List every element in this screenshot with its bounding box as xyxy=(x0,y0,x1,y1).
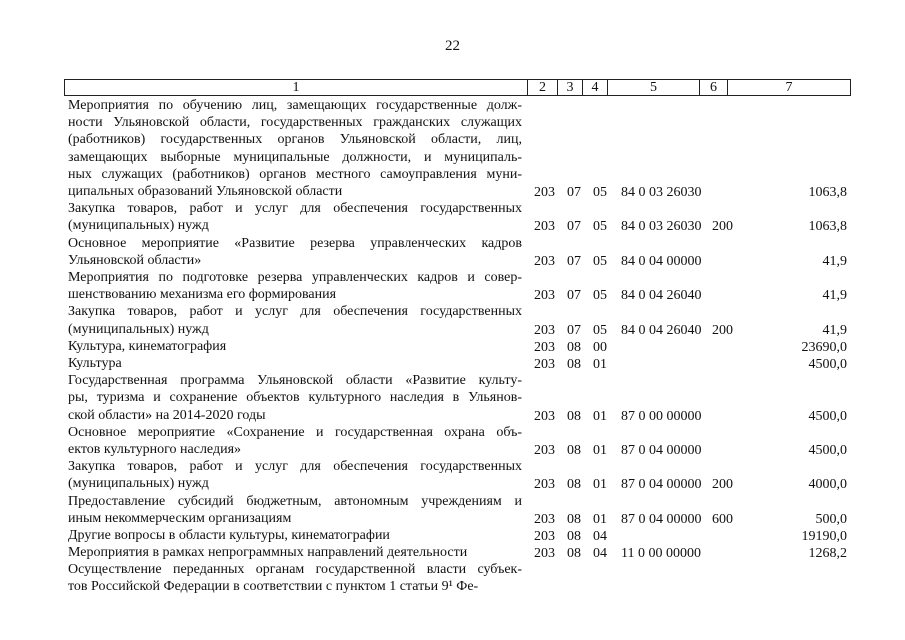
description-line: Ульяновской области» xyxy=(68,252,202,268)
cell-c2: 203 xyxy=(534,511,555,527)
table-row xyxy=(0,458,905,492)
description-line: Предоставление субсидий бюджетным, автономным учреждениям и xyxy=(68,493,522,509)
cell-c2: 203 xyxy=(534,185,555,200)
cell-c4: 04 xyxy=(593,546,607,562)
description-line: шенствованию механизма его формирования xyxy=(68,287,337,303)
row-description xyxy=(68,338,522,355)
description-line: ных служащих (работников) органов местного самоуправления муни- xyxy=(68,166,522,182)
cell-c7: 4500,0 xyxy=(808,442,847,458)
table-body xyxy=(0,97,905,596)
description-line: ры, туризма и сохранение объектов культурного наследия в Ульянов- xyxy=(68,390,522,406)
cell-c4: 05 xyxy=(593,185,607,200)
cell-c3: 07 xyxy=(567,322,581,338)
cell-c7: 4000,0 xyxy=(808,477,847,493)
header-col-2: 2 xyxy=(528,80,558,95)
table-row xyxy=(0,235,905,269)
cell-c3: 08 xyxy=(567,477,581,493)
table-row xyxy=(0,372,905,424)
cell-c6: 200 xyxy=(712,219,733,235)
description-line: (муниципальных) нужд xyxy=(68,476,209,492)
description-line: Мероприятия в рамках непрограммных направлений деятельности xyxy=(68,545,468,561)
cell-c7: 1268,2 xyxy=(808,546,847,562)
cell-c4: 01 xyxy=(593,356,607,372)
cell-c2: 203 xyxy=(534,356,555,372)
description-line: ектов культурного наследия» xyxy=(68,441,242,457)
cell-c5: 84 0 04 26040 xyxy=(621,322,702,338)
cell-c2: 203 xyxy=(534,253,555,269)
cell-c3: 08 xyxy=(567,442,581,458)
table-row xyxy=(0,303,905,337)
cell-c2: 203 xyxy=(534,442,555,458)
table-row xyxy=(0,561,905,595)
table-row xyxy=(0,544,905,561)
cell-c3: 08 xyxy=(567,356,581,372)
header-col-5: 5 xyxy=(608,80,700,95)
row-description xyxy=(68,544,522,561)
cell-c2: 203 xyxy=(534,546,555,562)
cell-c2: 203 xyxy=(534,528,555,544)
cell-c7: 41,9 xyxy=(822,253,847,269)
cell-c3: 07 xyxy=(567,288,581,304)
description-line: Основное мероприятие «Развитие резерва управленческих кадров xyxy=(68,235,522,251)
cell-c4: 01 xyxy=(593,442,607,458)
cell-c7: 41,9 xyxy=(822,322,847,338)
cell-c4: 05 xyxy=(593,219,607,235)
description-line: Культура xyxy=(68,355,122,371)
header-col-6: 6 xyxy=(700,80,728,95)
cell-c5: 87 0 04 00000 xyxy=(621,442,702,458)
cell-c4: 01 xyxy=(593,511,607,527)
cell-c2: 203 xyxy=(534,408,555,424)
row-description xyxy=(68,372,522,424)
cell-c5: 84 0 03 26030 xyxy=(621,185,702,200)
row-description xyxy=(68,200,522,234)
cell-c3: 08 xyxy=(567,546,581,562)
cell-c5: 84 0 04 26040 xyxy=(621,288,702,304)
cell-c2: 203 xyxy=(534,477,555,493)
cell-c2: 203 xyxy=(534,219,555,235)
table-row xyxy=(0,355,905,372)
description-line: (работников) государственных органов Ульяновской области, лиц, xyxy=(68,132,522,148)
header-col-4: 4 xyxy=(583,80,608,95)
cell-c5: 11 0 00 00000 xyxy=(621,546,701,562)
cell-c4: 05 xyxy=(593,253,607,269)
description-line: (муниципальных) нужд xyxy=(68,218,209,234)
row-description xyxy=(68,561,522,595)
row-description xyxy=(68,493,522,527)
cell-c7: 4500,0 xyxy=(808,356,847,372)
cell-c3: 08 xyxy=(567,408,581,424)
description-line: ности Ульяновской области, государственных гражданских служащих xyxy=(68,115,522,131)
cell-c7: 500,0 xyxy=(815,511,847,527)
cell-c3: 07 xyxy=(567,185,581,200)
table-row xyxy=(0,338,905,355)
cell-c2: 203 xyxy=(534,288,555,304)
description-line: Осуществление переданных органам государственной власти субъек- xyxy=(68,562,522,578)
cell-c3: 08 xyxy=(567,511,581,527)
table-row xyxy=(0,97,905,200)
row-description xyxy=(68,527,522,544)
cell-c3: 08 xyxy=(567,339,581,355)
cell-c5: 84 0 03 26030 xyxy=(621,219,702,235)
row-description xyxy=(68,303,522,337)
description-line: ской области» на 2014-2020 годы xyxy=(68,407,266,423)
cell-c7: 41,9 xyxy=(822,288,847,304)
description-line: Мероприятия по обучению лиц, замещающих государственные долж- xyxy=(68,98,522,113)
cell-c7: 19190,0 xyxy=(801,528,847,544)
cell-c6: 600 xyxy=(712,511,733,527)
table-row xyxy=(0,200,905,234)
description-line: Закупка товаров, работ и услуг для обеспечения государственных xyxy=(68,304,522,320)
cell-c3: 08 xyxy=(567,528,581,544)
description-line: Другие вопросы в области культуры, кинематографии xyxy=(68,527,390,543)
cell-c3: 07 xyxy=(567,253,581,269)
row-description xyxy=(68,458,522,492)
header-col-1: 1 xyxy=(65,80,528,95)
cell-c4: 01 xyxy=(593,408,607,424)
cell-c4: 05 xyxy=(593,288,607,304)
description-line: Мероприятия по подготовке резерва управленческих кадров и совер- xyxy=(68,269,522,285)
cell-c4: 04 xyxy=(593,528,607,544)
description-line: Государственная программа Ульяновской области «Развитие культу- xyxy=(68,373,522,389)
description-line: Закупка товаров, работ и услуг для обеспечения государственных xyxy=(68,201,522,217)
row-description xyxy=(68,235,522,269)
cell-c4: 05 xyxy=(593,322,607,338)
table-row xyxy=(0,424,905,458)
cell-c6: 200 xyxy=(712,477,733,493)
table-header xyxy=(64,79,851,96)
cell-c7: 4500,0 xyxy=(808,408,847,424)
table-row xyxy=(0,493,905,527)
header-col-7: 7 xyxy=(785,80,793,95)
row-description xyxy=(68,424,522,458)
cell-c7: 1063,8 xyxy=(808,185,847,200)
cell-c4: 01 xyxy=(593,477,607,493)
cell-c2: 203 xyxy=(534,322,555,338)
row-description xyxy=(68,97,522,200)
description-line: Основное мероприятие «Сохранение и государственная охрана объ- xyxy=(68,424,522,440)
cell-c4: 00 xyxy=(593,339,607,355)
cell-c7: 1063,8 xyxy=(808,219,847,235)
description-line: иным некоммерческим организациям xyxy=(68,510,292,526)
cell-c6: 200 xyxy=(712,322,733,338)
cell-c5: 87 0 04 00000 xyxy=(621,511,702,527)
page-number: 22 xyxy=(445,38,460,54)
description-line: Культура, кинематография xyxy=(68,338,227,354)
cell-c5: 87 0 00 00000 xyxy=(621,408,702,424)
row-description xyxy=(68,269,522,303)
table-row xyxy=(0,269,905,303)
table-row xyxy=(0,527,905,544)
header-col-3: 3 xyxy=(558,80,583,95)
description-line: тов Российской Федерации в соответствии с пунктом 1 статьи 9¹ Фе- xyxy=(68,579,479,595)
cell-c3: 07 xyxy=(567,219,581,235)
cell-c5: 87 0 04 00000 xyxy=(621,477,702,493)
description-line: замещающих выборные муниципальные должности, и муниципаль- xyxy=(68,149,522,165)
cell-c2: 203 xyxy=(534,339,555,355)
cell-c7: 23690,0 xyxy=(801,339,847,355)
description-line: Закупка товаров, работ и услуг для обеспечения государственных xyxy=(68,459,522,475)
row-description xyxy=(68,355,522,372)
cell-c5: 84 0 04 00000 xyxy=(621,253,702,269)
description-line: ципальных образований Ульяновской области xyxy=(68,184,343,200)
description-line: (муниципальных) нужд xyxy=(68,321,209,337)
